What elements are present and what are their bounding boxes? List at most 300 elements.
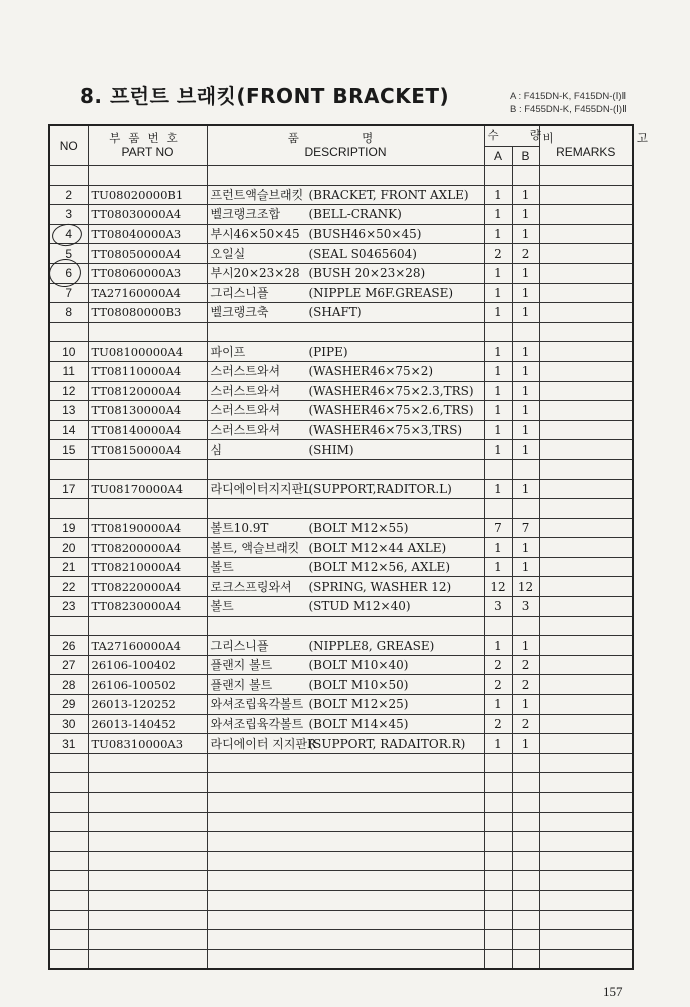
- row-description-ko: 심: [210, 442, 223, 457]
- row-part-no: [88, 793, 207, 813]
- row-description: [207, 322, 484, 342]
- row-remarks: [539, 185, 633, 205]
- table-row: [49, 303, 633, 323]
- row-remarks: [539, 322, 633, 342]
- row-description-ko: 스러스트와셔: [210, 403, 281, 418]
- table-row: [49, 871, 633, 891]
- row-no: 14: [49, 420, 88, 440]
- row-part-no: [88, 890, 207, 910]
- row-qty-a: [484, 322, 512, 342]
- row-qty-a: 1: [484, 557, 512, 577]
- table-row: [49, 538, 633, 558]
- row-qty-a: 7: [484, 518, 512, 538]
- row-qty-b: 1: [512, 479, 539, 499]
- row-remarks: [539, 499, 633, 519]
- row-remarks: [539, 283, 633, 303]
- row-description: [207, 401, 484, 421]
- row-no: 29: [49, 695, 88, 715]
- row-description-ko: 플랜지 볼트: [210, 658, 273, 673]
- row-description: [207, 557, 484, 577]
- row-description-ko: 볼트, 액슬브래킷: [210, 540, 300, 555]
- row-qty-b: [512, 851, 539, 871]
- header-part-no-ko: 부품번호: [109, 132, 186, 145]
- row-remarks: [539, 401, 633, 421]
- row-no: [49, 773, 88, 793]
- row-description-ko: 스러스트와셔: [210, 383, 281, 398]
- row-part-no: TA27160000A4: [88, 636, 207, 656]
- row-qty-a: 2: [484, 714, 512, 734]
- row-description: [207, 734, 484, 754]
- row-qty-a: [484, 753, 512, 773]
- table-row: [49, 205, 633, 225]
- row-qty-a: [484, 166, 512, 186]
- table-row: [49, 675, 633, 695]
- row-part-no: TT08190000A4: [88, 518, 207, 538]
- row-no: 15: [49, 440, 88, 460]
- row-remarks: [539, 695, 633, 715]
- row-remarks: [539, 734, 633, 754]
- row-description: [207, 518, 484, 538]
- row-remarks: [539, 303, 633, 323]
- row-qty-b: [512, 773, 539, 793]
- row-description-en: (WASHER46×75×2): [308, 364, 434, 379]
- row-description-en: (WASHER46×75×3,TRS): [308, 423, 463, 438]
- row-remarks: [539, 930, 633, 950]
- row-description: [207, 459, 484, 479]
- row-qty-a: 2: [484, 675, 512, 695]
- row-description: [207, 753, 484, 773]
- parts-table: [48, 124, 688, 970]
- row-description-ko: 볼트: [210, 599, 234, 614]
- table-row: [49, 420, 633, 440]
- row-no: [49, 851, 88, 871]
- row-qty-b: [512, 890, 539, 910]
- table-row: [49, 616, 633, 636]
- row-qty-b: [512, 871, 539, 891]
- row-part-no: [88, 616, 207, 636]
- row-qty-b: 1: [512, 538, 539, 558]
- row-part-no: TT08130000A4: [88, 401, 207, 421]
- row-qty-b: 1: [512, 636, 539, 656]
- row-no: [49, 812, 88, 832]
- row-remarks: [539, 616, 633, 636]
- table-row: [49, 518, 633, 538]
- row-qty-a: [484, 890, 512, 910]
- row-no: 20: [49, 538, 88, 558]
- row-qty-a: [484, 459, 512, 479]
- row-part-no: TT08210000A4: [88, 557, 207, 577]
- row-qty-a: 12: [484, 577, 512, 597]
- table-row: [49, 440, 633, 460]
- row-part-no: [88, 166, 207, 186]
- row-qty-b: [512, 949, 539, 969]
- row-qty-a: 1: [484, 283, 512, 303]
- row-part-no: [88, 832, 207, 852]
- header-qty-b: B: [512, 147, 539, 166]
- row-description: [207, 793, 484, 813]
- table-row: [49, 361, 633, 381]
- row-qty-b: 3: [512, 597, 539, 617]
- row-no: 23: [49, 597, 88, 617]
- row-qty-b: [512, 910, 539, 930]
- row-description: [207, 303, 484, 323]
- table-row: [49, 636, 633, 656]
- row-description: [207, 420, 484, 440]
- row-description-ko: 부시46×50×45: [210, 227, 300, 242]
- row-remarks: [539, 263, 633, 283]
- table-row: [49, 930, 633, 950]
- table-row: [49, 714, 633, 734]
- row-part-no: TT08050000A4: [88, 244, 207, 264]
- row-description: [207, 851, 484, 871]
- table-row: [49, 185, 633, 205]
- row-description: [207, 616, 484, 636]
- row-qty-a: 1: [484, 420, 512, 440]
- table-row: [49, 773, 633, 793]
- row-qty-a: [484, 930, 512, 950]
- row-qty-a: 1: [484, 224, 512, 244]
- row-qty-a: 1: [484, 263, 512, 283]
- header-description: [207, 125, 484, 166]
- row-description-en: (BOLT M14×45): [308, 716, 409, 731]
- table-row: [49, 381, 633, 401]
- row-description: [207, 166, 484, 186]
- row-remarks: [539, 244, 633, 264]
- row-qty-a: 1: [484, 538, 512, 558]
- table-row: [49, 597, 633, 617]
- row-part-no: TA27160000A4: [88, 283, 207, 303]
- row-qty-a: 2: [484, 244, 512, 264]
- row-description-en: (BOLT M12×55): [308, 520, 409, 535]
- row-qty-a: [484, 773, 512, 793]
- row-qty-a: 1: [484, 479, 512, 499]
- row-remarks: [539, 538, 633, 558]
- row-qty-b: 1: [512, 303, 539, 323]
- row-description-en: (STUD M12×40): [308, 599, 411, 614]
- row-description-ko: 프런트액슬브래킷: [210, 187, 304, 202]
- row-part-no: TT08150000A4: [88, 440, 207, 460]
- row-description: [207, 655, 484, 675]
- row-remarks: [539, 166, 633, 186]
- row-description-ko: 라디에이터지지판L: [210, 481, 312, 496]
- row-no: 17: [49, 479, 88, 499]
- row-description-en: (SPRING, WASHER 12): [308, 579, 452, 594]
- row-qty-b: 2: [512, 244, 539, 264]
- row-remarks: [539, 577, 633, 597]
- row-no: [49, 871, 88, 891]
- row-no: [49, 616, 88, 636]
- row-remarks: [539, 440, 633, 460]
- row-qty-a: [484, 910, 512, 930]
- model-b-label: B : F455DN-K, F455DN-(Ⅰ)Ⅱ: [510, 104, 627, 115]
- row-remarks: [539, 910, 633, 930]
- row-description: [207, 597, 484, 617]
- row-remarks: [539, 479, 633, 499]
- table-row: [49, 910, 633, 930]
- row-remarks: [539, 597, 633, 617]
- row-remarks: [539, 557, 633, 577]
- row-description-en: (WASHER46×75×2.3,TRS): [308, 383, 474, 398]
- row-description-en: (NIPPLE8, GREASE): [308, 638, 435, 653]
- row-qty-b: 1: [512, 185, 539, 205]
- row-remarks: [539, 949, 633, 969]
- row-qty-a: 1: [484, 440, 512, 460]
- row-qty-b: [512, 616, 539, 636]
- row-remarks: [539, 636, 633, 656]
- row-qty-b: 1: [512, 695, 539, 715]
- row-no: [49, 890, 88, 910]
- row-remarks: [539, 459, 633, 479]
- row-description-ko: 그리스니플: [210, 285, 269, 300]
- row-remarks: [539, 753, 633, 773]
- table-row: [49, 812, 633, 832]
- row-no: 6: [49, 263, 88, 283]
- row-no: 31: [49, 734, 88, 754]
- row-qty-b: [512, 322, 539, 342]
- row-part-no: TU08100000A4: [88, 342, 207, 362]
- row-remarks: [539, 793, 633, 813]
- header-qty-a: A: [484, 147, 512, 166]
- row-description: [207, 538, 484, 558]
- row-part-no: [88, 459, 207, 479]
- row-qty-b: 2: [512, 675, 539, 695]
- row-no: [49, 793, 88, 813]
- table-row: [49, 949, 633, 969]
- row-qty-b: [512, 753, 539, 773]
- table-row: [49, 851, 633, 871]
- row-qty-b: 1: [512, 401, 539, 421]
- row-no: 5: [49, 244, 88, 264]
- row-part-no: TT08230000A4: [88, 597, 207, 617]
- row-qty-b: [512, 832, 539, 852]
- page-number: 157: [603, 984, 623, 999]
- row-description-en: (BELL-CRANK): [308, 207, 402, 222]
- table-row: [49, 557, 633, 577]
- row-description-ko: 라디에이터 지지판R: [210, 736, 317, 751]
- row-description: [207, 205, 484, 225]
- header-quantity: [484, 125, 555, 147]
- row-description-en: (BRACKET, FRONT AXLE): [308, 187, 469, 202]
- row-qty-b: 2: [512, 714, 539, 734]
- table-row: [49, 655, 633, 675]
- table-row: [49, 244, 633, 264]
- row-description-ko: 플랜지 볼트: [210, 677, 273, 692]
- header-description-ko: 품 명: [287, 132, 404, 145]
- table-row: [49, 753, 633, 773]
- row-no: [49, 832, 88, 852]
- row-qty-b: 1: [512, 734, 539, 754]
- row-description: [207, 871, 484, 891]
- row-part-no: [88, 930, 207, 950]
- table-row: [49, 695, 633, 715]
- row-no: [49, 499, 88, 519]
- row-no: 21: [49, 557, 88, 577]
- row-qty-a: [484, 851, 512, 871]
- table-row: [49, 459, 633, 479]
- row-no: 19: [49, 518, 88, 538]
- row-qty-a: 1: [484, 381, 512, 401]
- row-description: [207, 440, 484, 460]
- header-part-no: [88, 125, 207, 166]
- row-qty-b: 7: [512, 518, 539, 538]
- row-description-ko: 볼트10.9T: [210, 520, 269, 535]
- row-part-no: TT08120000A4: [88, 381, 207, 401]
- table-row: [49, 832, 633, 852]
- row-remarks: [539, 518, 633, 538]
- row-no: 3: [49, 205, 88, 225]
- table-row: [49, 166, 633, 186]
- table-row: [49, 283, 633, 303]
- header-part-no-en: PART NO: [121, 144, 174, 159]
- header-quantity-ko: 수 량: [487, 129, 555, 142]
- row-description-en: (PIPE): [308, 344, 348, 359]
- model-a-label: A : F415DN-K, F415DN-(Ⅰ)Ⅱ: [510, 91, 627, 102]
- row-qty-b: 1: [512, 420, 539, 440]
- row-part-no: [88, 871, 207, 891]
- row-description-ko: 와셔조립육각볼트: [210, 716, 304, 731]
- row-part-no: 26106-100502: [88, 675, 207, 695]
- row-part-no: TT08080000B3: [88, 303, 207, 323]
- table-row: [49, 499, 633, 519]
- row-part-no: [88, 773, 207, 793]
- row-qty-b: 2: [512, 655, 539, 675]
- row-description: [207, 263, 484, 283]
- row-qty-b: 1: [512, 361, 539, 381]
- row-no: 2: [49, 185, 88, 205]
- row-description-en: (SUPPORT, RADAITOR.R): [308, 736, 466, 751]
- header-description-en: DESCRIPTION: [304, 144, 387, 159]
- row-no: [49, 910, 88, 930]
- row-description: [207, 675, 484, 695]
- row-remarks: [539, 773, 633, 793]
- row-description: [207, 361, 484, 381]
- row-description-en: (BOLT M10×50): [308, 677, 409, 692]
- row-description: [207, 479, 484, 499]
- row-remarks: [539, 361, 633, 381]
- row-remarks: [539, 832, 633, 852]
- row-description-ko: 부시20×23×28: [210, 266, 300, 281]
- row-qty-b: [512, 459, 539, 479]
- row-description: [207, 890, 484, 910]
- row-qty-a: [484, 499, 512, 519]
- row-description-en: (NIPPLE M6F.GREASE): [308, 285, 454, 300]
- row-description: [207, 636, 484, 656]
- row-remarks: [539, 675, 633, 695]
- row-remarks: [539, 224, 633, 244]
- row-part-no: 26013-140452: [88, 714, 207, 734]
- row-qty-b: 1: [512, 557, 539, 577]
- page-title: 8. 프런트 브래킷(FRONT BRACKET): [80, 84, 450, 108]
- row-part-no: TU08310000A3: [88, 734, 207, 754]
- row-part-no: TT08060000A3: [88, 263, 207, 283]
- row-description: [207, 244, 484, 264]
- row-part-no: [88, 949, 207, 969]
- row-description-en: (SHAFT): [308, 305, 362, 320]
- row-part-no: TT08110000A4: [88, 361, 207, 381]
- row-description: [207, 949, 484, 969]
- row-description-ko: 볼트: [210, 560, 234, 575]
- row-description-ko: 파이프: [210, 344, 246, 359]
- row-part-no: TU08020000B1: [88, 185, 207, 205]
- table-row: [49, 401, 633, 421]
- row-part-no: [88, 499, 207, 519]
- row-description: [207, 283, 484, 303]
- table-row: [49, 734, 633, 754]
- row-qty-a: [484, 871, 512, 891]
- row-description: [207, 224, 484, 244]
- row-part-no: [88, 851, 207, 871]
- row-qty-b: [512, 793, 539, 813]
- row-qty-b: 1: [512, 283, 539, 303]
- row-no: [49, 930, 88, 950]
- row-part-no: TU08170000A4: [88, 479, 207, 499]
- row-no: [49, 322, 88, 342]
- row-part-no: [88, 910, 207, 930]
- row-qty-a: 1: [484, 695, 512, 715]
- row-remarks: [539, 714, 633, 734]
- row-description: [207, 381, 484, 401]
- row-description-ko: 스러스트와셔: [210, 423, 281, 438]
- row-no: 7: [49, 283, 88, 303]
- row-qty-a: 1: [484, 342, 512, 362]
- row-qty-b: [512, 930, 539, 950]
- row-no: [49, 166, 88, 186]
- row-no: 27: [49, 655, 88, 675]
- row-qty-a: 2: [484, 655, 512, 675]
- row-remarks: [539, 342, 633, 362]
- row-description-en: (BOLT M12×56, AXLE): [308, 560, 450, 575]
- row-description: [207, 832, 484, 852]
- row-qty-a: [484, 616, 512, 636]
- row-qty-b: [512, 499, 539, 519]
- table-row: [49, 577, 633, 597]
- row-description-ko: 로크스프링와셔: [210, 579, 292, 594]
- row-qty-b: 1: [512, 224, 539, 244]
- header-remarks-ko: 비 고: [542, 132, 688, 145]
- row-no: 8: [49, 303, 88, 323]
- row-no: [49, 753, 88, 773]
- row-description-ko: 스러스트와셔: [210, 364, 281, 379]
- model-legend: [510, 90, 627, 116]
- row-description-en: (WASHER46×75×2.6,TRS): [308, 403, 474, 418]
- row-no: 13: [49, 401, 88, 421]
- row-qty-a: [484, 812, 512, 832]
- row-part-no: [88, 753, 207, 773]
- row-qty-a: [484, 949, 512, 969]
- row-description: [207, 714, 484, 734]
- row-description-ko: 오일실: [210, 246, 246, 261]
- row-qty-b: 12: [512, 577, 539, 597]
- row-description-en: (BOLT M10×40): [308, 658, 409, 673]
- row-qty-b: 1: [512, 263, 539, 283]
- row-no: 11: [49, 361, 88, 381]
- row-part-no: TT08030000A4: [88, 205, 207, 225]
- row-qty-a: 1: [484, 734, 512, 754]
- row-part-no: TT08200000A4: [88, 538, 207, 558]
- row-description-en: (SUPPORT,RADITOR.L): [308, 481, 452, 496]
- row-description: [207, 577, 484, 597]
- row-description-en: (BUSH 20×23×28): [308, 266, 426, 281]
- row-qty-a: [484, 793, 512, 813]
- row-qty-b: 1: [512, 440, 539, 460]
- row-part-no: 26013-120252: [88, 695, 207, 715]
- row-no: [49, 459, 88, 479]
- row-qty-b: 1: [512, 342, 539, 362]
- row-description-en: (SEAL S0465604): [308, 246, 417, 261]
- row-remarks: [539, 890, 633, 910]
- row-part-no: 26106-100402: [88, 655, 207, 675]
- row-description: [207, 930, 484, 950]
